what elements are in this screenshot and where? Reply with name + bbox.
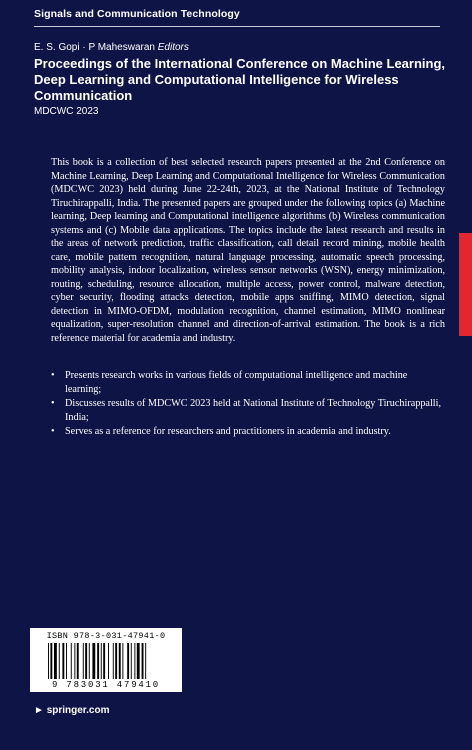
- bullet-icon: •: [51, 370, 55, 381]
- bullet-icon: •: [51, 398, 55, 409]
- bullet-text: Discusses results of MDCWC 2023 held at National Institute of Technology Tiruchirappalli, India;: [65, 398, 441, 423]
- list-item: [51, 397, 445, 424]
- barcode-digits: 9 783031 479410: [51, 680, 160, 690]
- bullet-text: Presents research works in various fields of computational intelligence and machine learning;: [65, 370, 408, 395]
- bullet-icon: •: [51, 426, 55, 437]
- editor-names: E. S. Gopi · P Maheswaran: [34, 42, 155, 53]
- book-title: Proceedings of the International Conference on Machine Learning, Deep Learning and Computational Intelligence for Wireless Communication: [34, 56, 446, 103]
- isbn-label: ISBN 978-3-031-47941-0: [46, 631, 166, 641]
- series-name: Signals and Communication Technology: [34, 8, 240, 20]
- list-item: [51, 369, 445, 396]
- red-accent-tab: [459, 233, 472, 336]
- editors-line: [34, 42, 189, 53]
- barcode-icon: [48, 643, 176, 679]
- arrow-icon: ►: [34, 705, 44, 716]
- series-divider: [34, 26, 440, 27]
- feature-bullet-list: [51, 369, 445, 440]
- publisher-website: [34, 705, 110, 716]
- list-item: [51, 425, 445, 439]
- book-subtitle: MDCWC 2023: [34, 106, 99, 117]
- editors-role: Editors: [157, 42, 189, 53]
- website-text: springer.com: [46, 705, 110, 716]
- barcode-panel: [30, 628, 182, 692]
- description-paragraph: This book is a collection of best selected research papers presented at the 2nd Conference on Machine Learning, Deep Learning and Computational Intelligence for Wireless Communication (MDCWC 2023) held during June 22-24th, 2023, at the National Institute of Technology Tiruchirappalli, India. The presented papers are grouped under the following topics (a) Machine learning, Deep learning and Computational intelligence algorithms (b) Wireless communication systems and (c) Mobile data applications. The topics include the latest research and results in the areas of network prediction, traffic classification, call detail record mining, mobile health care, mobile pattern recognition, natural language processing, automatic speech processing, mobility analysis, indoor localization, wireless sensor networks (WSN), energy minimization, routing, scheduling, resource allocation, multiple access, power control, malware detection, cyber security, flooding attacks detection, mobile apps sniffing, MIMO detection, signal detection in MIMO-OFDM, modulation recognition, channel estimation, MIMO nonlinear equalization, super-resolution channel and direction-of-arrival estimation. The book is a rich reference material for academia and industry.: [51, 157, 445, 344]
- bullet-text: Serves as a reference for researchers and practitioners in academia and industry.: [65, 426, 391, 437]
